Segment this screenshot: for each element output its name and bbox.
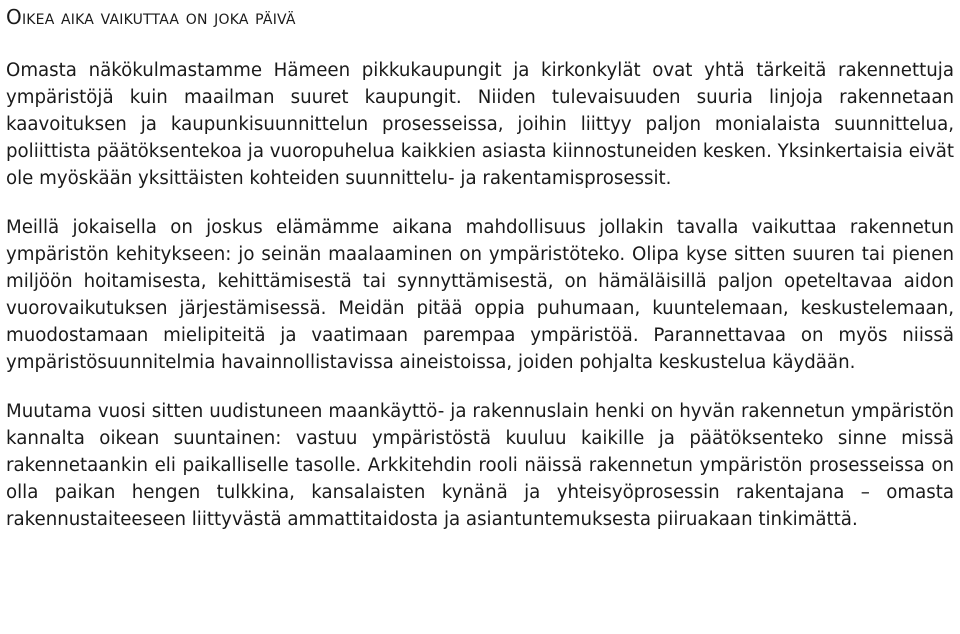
paragraph-2: Meillä jokaisella on joskus elämämme aikana mahdollisuus jollakin tavalla vaikuttaa rakennetun ympäristön kehitykseen: jo seinän maalaaminen on ympäristöteko. Olipa kyse sitten suuren tai pienen miljöön hoitamisesta, kehittämisestä tai synnyttämisestä, on hämäläisillä paljon opeteltavaa aidon vuorovaikutuksen järjestämisessä. Meidän pitää oppia puhumaan, kuuntelemaan, keskustelemaan, muodostamaan mielipiteitä ja vaatimaan parempaa ympäristöä. Parannettavaa on myös niissä ympäristösuunnitelmia havainnollistavissa aineistoissa, joiden pohjalta keskustelua käydään. (6, 217, 954, 373)
paragraph-3: Muutama vuosi sitten uudistuneen maankäyttö- ja rakennuslain henki on hyvän rakennetun ympäristön kannalta oikean suuntainen: vastuu ympäristöstä kuuluu kaikille ja päätöksenteko sinne missä rakennetaankin eli paikalliselle tasolle. Arkkitehdin rooli näissä rakennetun ympäristön prosesseissa on olla paikan hengen tulkkina, kansalaisten kynänä ja yhteisyöprosessin rakentajana – omasta rakennustaiteeseen liittyvästä ammattitaidosta ja asiantuntemuksesta piiruakaan tinkimättä. (6, 401, 954, 530)
section-heading: Oikea aika vaikuttaa on joka päivä (6, 5, 296, 29)
document-page (6, 0, 954, 533)
paragraph-1: Omasta näkökulmastamme Hämeen pikkukaupungit ja kirkonkylät ovat yhtä tärkeitä rakennettuja ympäristöjä kuin maailman suuret kaupungit. Niiden tulevaisuuden suuria linjoja rakennetaan kaavoituksen ja kaupunkisuunnittelun prosesseissa, joihin liittyy paljon monialaista suunnittelua, poliittista päätöksentekoa ja vuoropuhelua kaikkien asiasta kiinnostuneiden kesken. Yksinkertaisia eivät ole myöskään yksittäisten kohteiden suunnittelu- ja rakentamisprosessit. (6, 60, 954, 189)
